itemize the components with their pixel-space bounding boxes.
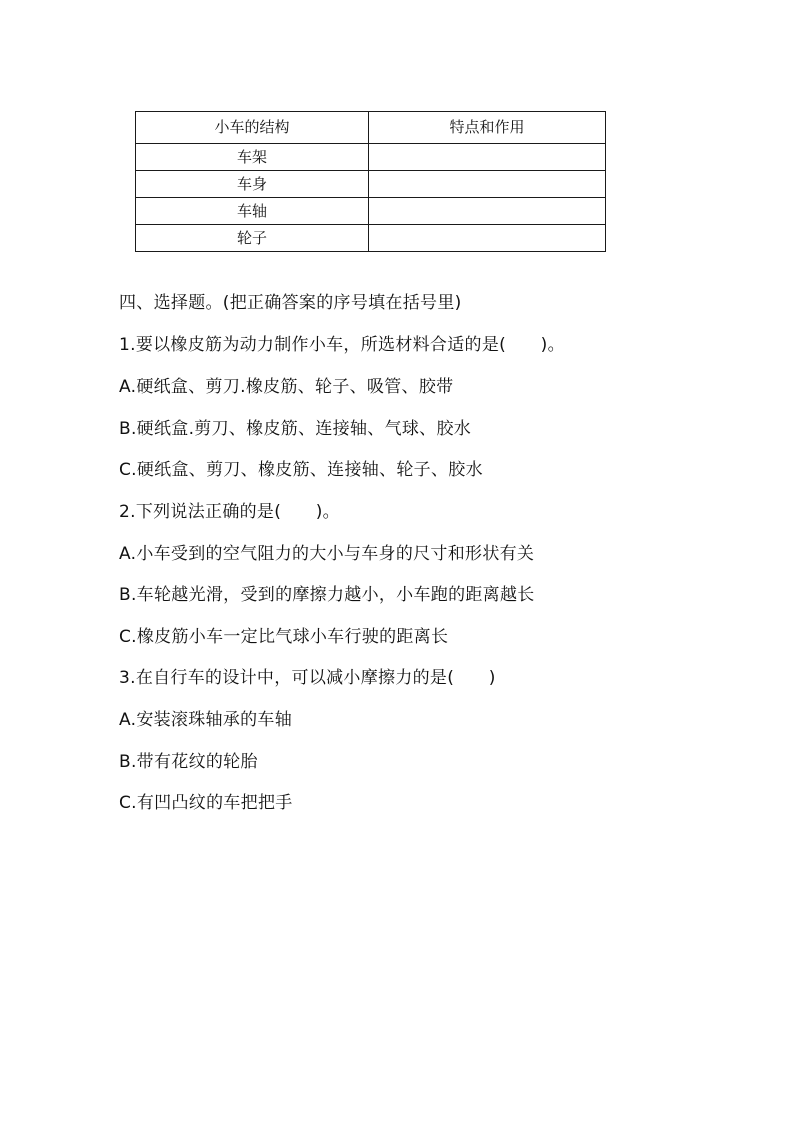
question-3-option-b: B.带有花纹的轮胎 [119, 752, 258, 772]
question-3-stem: 3.在自行车的设计中，可以减小摩擦力的是( ) [119, 668, 496, 688]
question-3-option-a: A.安装滚珠轴承的车轴 [119, 710, 293, 730]
structure-table [135, 111, 606, 252]
table-row [136, 144, 606, 171]
table-row [136, 171, 606, 198]
header-structure: 小车的结构 [136, 112, 369, 144]
section-title: 四、选择题。(把正确答案的序号填在括号里) [119, 293, 462, 313]
question-2-option-a: A.小车受到的空气阻力的大小与车身的尺寸和形状有关 [119, 544, 535, 564]
question-1-option-a: A.硬纸盒、剪刀.橡皮筋、轮子、吸管、胶带 [119, 377, 454, 397]
structure-cell: 轮子 [136, 225, 369, 252]
question-1-option-b: B.硬纸盒.剪刀、橡皮筋、连接轴、气球、胶水 [119, 419, 472, 439]
structure-cell: 车身 [136, 171, 369, 198]
table-row [136, 225, 606, 252]
question-2-stem: 2.下列说法正确的是( )。 [119, 502, 340, 522]
header-features: 特点和作用 [369, 112, 606, 144]
answer-cell[interactable] [369, 171, 606, 198]
answer-cell[interactable] [369, 198, 606, 225]
table-header-row [136, 112, 606, 144]
structure-cell: 车轴 [136, 198, 369, 225]
table-row [136, 198, 606, 225]
question-2-option-b: B.车轮越光滑，受到的摩擦力越小，小车跑的距离越长 [119, 585, 535, 605]
structure-cell: 车架 [136, 144, 369, 171]
answer-cell[interactable] [369, 225, 606, 252]
question-3-option-c: C.有凹凸纹的车把把手 [119, 793, 293, 813]
question-2-option-c: C.橡皮筋小车一定比气球小车行驶的距离长 [119, 627, 449, 647]
answer-cell[interactable] [369, 144, 606, 171]
question-1-stem: 1.要以橡皮筋为动力制作小车，所选材料合适的是( )。 [119, 335, 565, 355]
question-1-option-c: C.硬纸盒、剪刀、橡皮筋、连接轴、轮子、胶水 [119, 460, 483, 480]
